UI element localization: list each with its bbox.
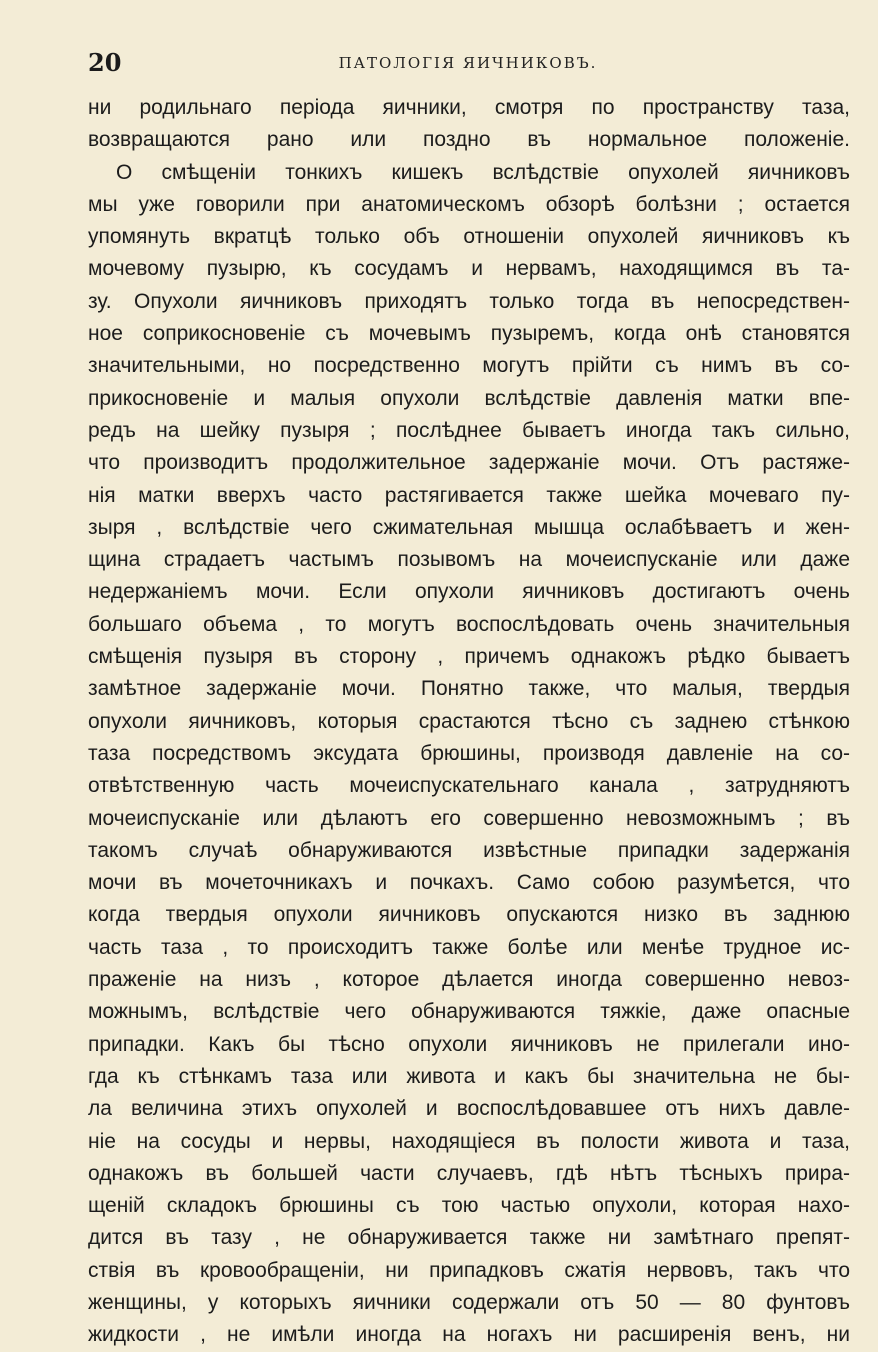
text-line: замѣтное задержаніе мочи. Понятно также, что малыя, твердыя <box>88 677 850 701</box>
text-line: ствія въ кровообращеніи, ни припадковъ сжатія нервовъ, такъ что <box>88 1258 850 1282</box>
text-line: зыря , вслѣдствіе чего сжимательная мышца ослабѣваетъ и жен- <box>88 515 850 539</box>
text-line: щеній складокъ брюшины съ тою частью опухоли, которая нахо- <box>88 1194 850 1218</box>
text-line: недержаніемъ мочи. Если опухоли яичниковъ достигаютъ очень <box>88 580 850 604</box>
text-line: зу. Опухоли яичниковъ приходятъ только тогда въ непосредствен- <box>88 289 850 313</box>
text-line: мочи въ мочеточникахъ и почкахъ. Само собою разумѣется, что <box>88 871 850 895</box>
text-line: жидкости , не имѣли иногда на ногахъ ни расширенія венъ, ни <box>88 1323 850 1347</box>
text-line: отвѣтственную часть мочеиспускательнаго канала , затрудняютъ <box>88 774 850 798</box>
text-line: однакожъ въ большей части случаевъ, гдѣ нѣтъ тѣсныхъ прира- <box>88 1161 850 1185</box>
text-line: ное соприкосновеніе съ мочевымъ пузыремъ, когда онѣ становятся <box>88 322 850 346</box>
text-line: возвращаются рано или поздно въ нормальное положеніе. <box>88 128 850 152</box>
text-line: таза посредствомъ эксудата брюшины, производя давленіе на со- <box>88 741 850 765</box>
text-line: дится въ тазу , не обнаруживается также ни замѣтнаго препят- <box>88 1226 850 1250</box>
text-line: О смѣщеніи тонкихъ кишекъ вслѣдствіе опухолей яичниковъ <box>116 160 850 184</box>
text-line: мочеиспусканіе или дѣлаютъ его совершенно невозможнымъ ; въ <box>88 806 850 830</box>
text-line: ла величина этихъ опухолей и воспослѣдовавшее отъ нихъ давле- <box>88 1097 850 1121</box>
text-line: припадки. Какъ бы тѣсно опухоли яичниковъ не прилегали ино- <box>88 1032 850 1056</box>
text-line: часть таза , то происходитъ также болѣе или менѣе трудное ис- <box>88 935 850 959</box>
text-line: женщины, у которыхъ яичники содержали отъ 50 — 80 фунтовъ <box>88 1290 850 1314</box>
text-line: мочевому пузырю, къ сосудамъ и нервамъ, находящимся въ та- <box>88 257 850 281</box>
text-line: мы уже говорили при анатомическомъ обзорѣ болѣзни ; остается <box>88 192 850 216</box>
page-number: 20 <box>88 48 122 77</box>
text-line: смѣщенія пузыря въ сторону , причемъ однакожъ рѣдко бываетъ <box>88 645 850 669</box>
text-line: ни родильнаго періода яичники, смотря по пространству таза, <box>88 96 850 119</box>
body-text <box>88 92 850 1352</box>
text-line: щина страдаетъ частымъ позывомъ на мочеиспусканіе или даже <box>88 548 850 572</box>
text-line: ніе на сосуды и нервы, находящіеся въ полости живота и таза, <box>88 1129 850 1153</box>
text-line: гда къ стѣнкамъ таза или живота и какъ бы значительна не бы- <box>88 1064 850 1088</box>
text-line: такомъ случаѣ обнаруживаются извѣстные припадки задержанія <box>88 838 850 862</box>
text-line: большаго объема , то могутъ воспослѣдовать очень значительныя <box>88 612 850 636</box>
text-line: упомянуть вкратцѣ только объ отношеніи опухолей яичниковъ къ <box>88 225 850 249</box>
text-line: можнымъ, вслѣдствіе чего обнаруживаются тяжкіе, даже опасные <box>88 1000 850 1024</box>
text-line: что производитъ продолжительное задержаніе мочи. Отъ растяже- <box>88 451 850 475</box>
text-line: нія матки вверхъ часто растягивается также шейка мочеваго пу- <box>88 483 850 507</box>
text-line: когда твердыя опухоли яичниковъ опускаются низко въ заднюю <box>88 903 850 927</box>
text-line: прикосновеніе и малыя опухоли вслѣдствіе давленія матки впе- <box>88 386 850 410</box>
text-line: праженіе на низъ , которое дѣлается иногда совершенно невоз- <box>88 968 850 992</box>
text-line: редъ на шейку пузыря ; послѣднее бываетъ иногда такъ сильно, <box>88 418 850 442</box>
running-title: ПАТОЛОГІЯ ЯИЧНИКОВЪ. <box>338 54 598 72</box>
text-line: значительными, но посредственно могутъ прійти съ нимъ въ со- <box>88 354 850 378</box>
page-header <box>88 48 848 78</box>
text-line: опухоли яичниковъ, которыя срастаются тѣсно съ заднею стѣнкою <box>88 709 850 733</box>
